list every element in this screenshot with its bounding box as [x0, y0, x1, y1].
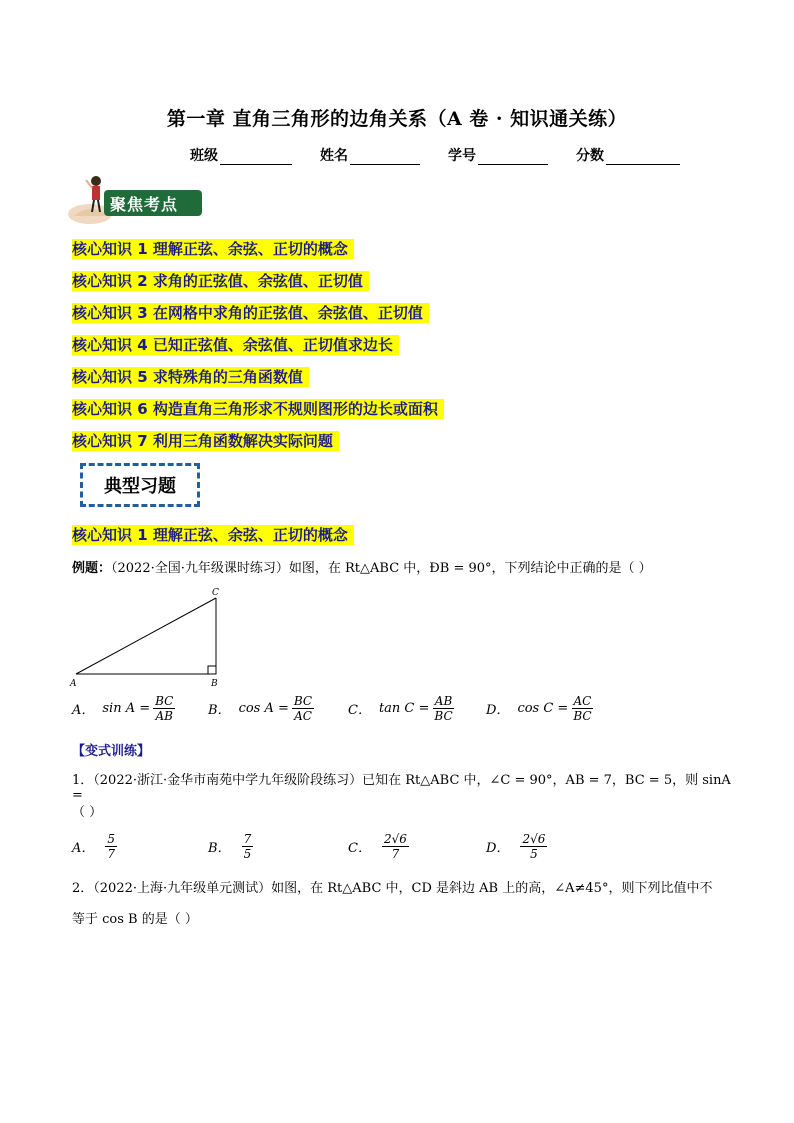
score-field[interactable]: 分数: [576, 145, 680, 165]
vertex-a-label: A: [70, 679, 77, 689]
question-1-line-2: （ ）: [72, 805, 103, 820]
student-id-field[interactable]: 学号: [448, 145, 548, 165]
example-option-b[interactable]: B． cos A = $\frac{BC}{AC}$: [208, 694, 313, 723]
vertex-b-label: B: [211, 679, 218, 689]
key-point-4: 核心知识 4 已知正弦值、余弦值、正切值求边长: [72, 334, 399, 355]
q1-option-a[interactable]: A． $\frac{5}{7}$: [72, 832, 116, 861]
key-point-7: 核心知识 7 利用三角函数解决实际问题: [72, 430, 339, 451]
name-field[interactable]: 姓名: [320, 145, 420, 165]
typical-exercises-box: 典型习题: [80, 463, 200, 507]
example-option-d[interactable]: D． cos C = $\frac{AC}{BC}$: [486, 694, 592, 723]
key-point-5: 核心知识 5 求特殊角的三角函数值: [72, 366, 309, 387]
q1-option-c[interactable]: C． $\frac{2√6}{7}$: [348, 832, 407, 861]
question-2-line-1: 2．（2022·上海·九年级单元测试）如图，在 Rt△ABC 中，CD 是斜边 AB 上的高，∠A≠45°，则下列比值中不: [72, 881, 713, 896]
banner-label: 聚焦考点: [110, 195, 179, 214]
focus-points-banner: [66, 172, 206, 228]
question-2-line-2: 等于 cos B 的是（ ）: [72, 912, 198, 927]
example-option-a[interactable]: A． sin A = $\frac{BC}{AB}$: [72, 694, 174, 723]
section-heading: 核心知识 1 理解正弦、余弦、正切的概念: [72, 524, 354, 545]
key-point-3: 核心知识 3 在网格中求角的正弦值、余弦值、正切值: [72, 302, 429, 323]
triangle-abc-figure: [66, 586, 236, 690]
key-point-2: 核心知识 2 求角的正弦值、余弦值、正切值: [72, 270, 369, 291]
q1-option-d[interactable]: D． $\frac{2√6}{5}$: [486, 832, 546, 861]
q1-option-b[interactable]: B． $\frac{7}{5}$: [208, 832, 252, 861]
key-point-6: 核心知识 6 构造直角三角形求不规则图形的边长或面积: [72, 398, 444, 419]
student-info-fields: [190, 145, 708, 165]
vertex-c-label: C: [212, 588, 219, 598]
example-question: 例题：（2022·全国·九年级课时练习）如图，在 Rt△ABC 中，ÐB = 90°，下列结论中正确的是（ ）: [72, 561, 652, 576]
class-field[interactable]: 班级: [190, 145, 292, 165]
key-point-1: 核心知识 1 理解正弦、余弦、正切的概念: [72, 238, 354, 259]
variant-training-label: 【变式训练】: [72, 744, 151, 759]
question-1-line-1: 1．（2022·浙江·金华市南苑中学九年级阶段练习）已知在 Rt△ABC 中，∠C = 90°，AB = 7，BC = 5，则 sinA =: [72, 773, 731, 803]
page-title: 第一章 直角三角形的边角关系（A 卷 · 知识通关练）: [166, 108, 628, 130]
example-option-c[interactable]: C． tan C = $\frac{AB}{BC}$: [348, 694, 453, 723]
